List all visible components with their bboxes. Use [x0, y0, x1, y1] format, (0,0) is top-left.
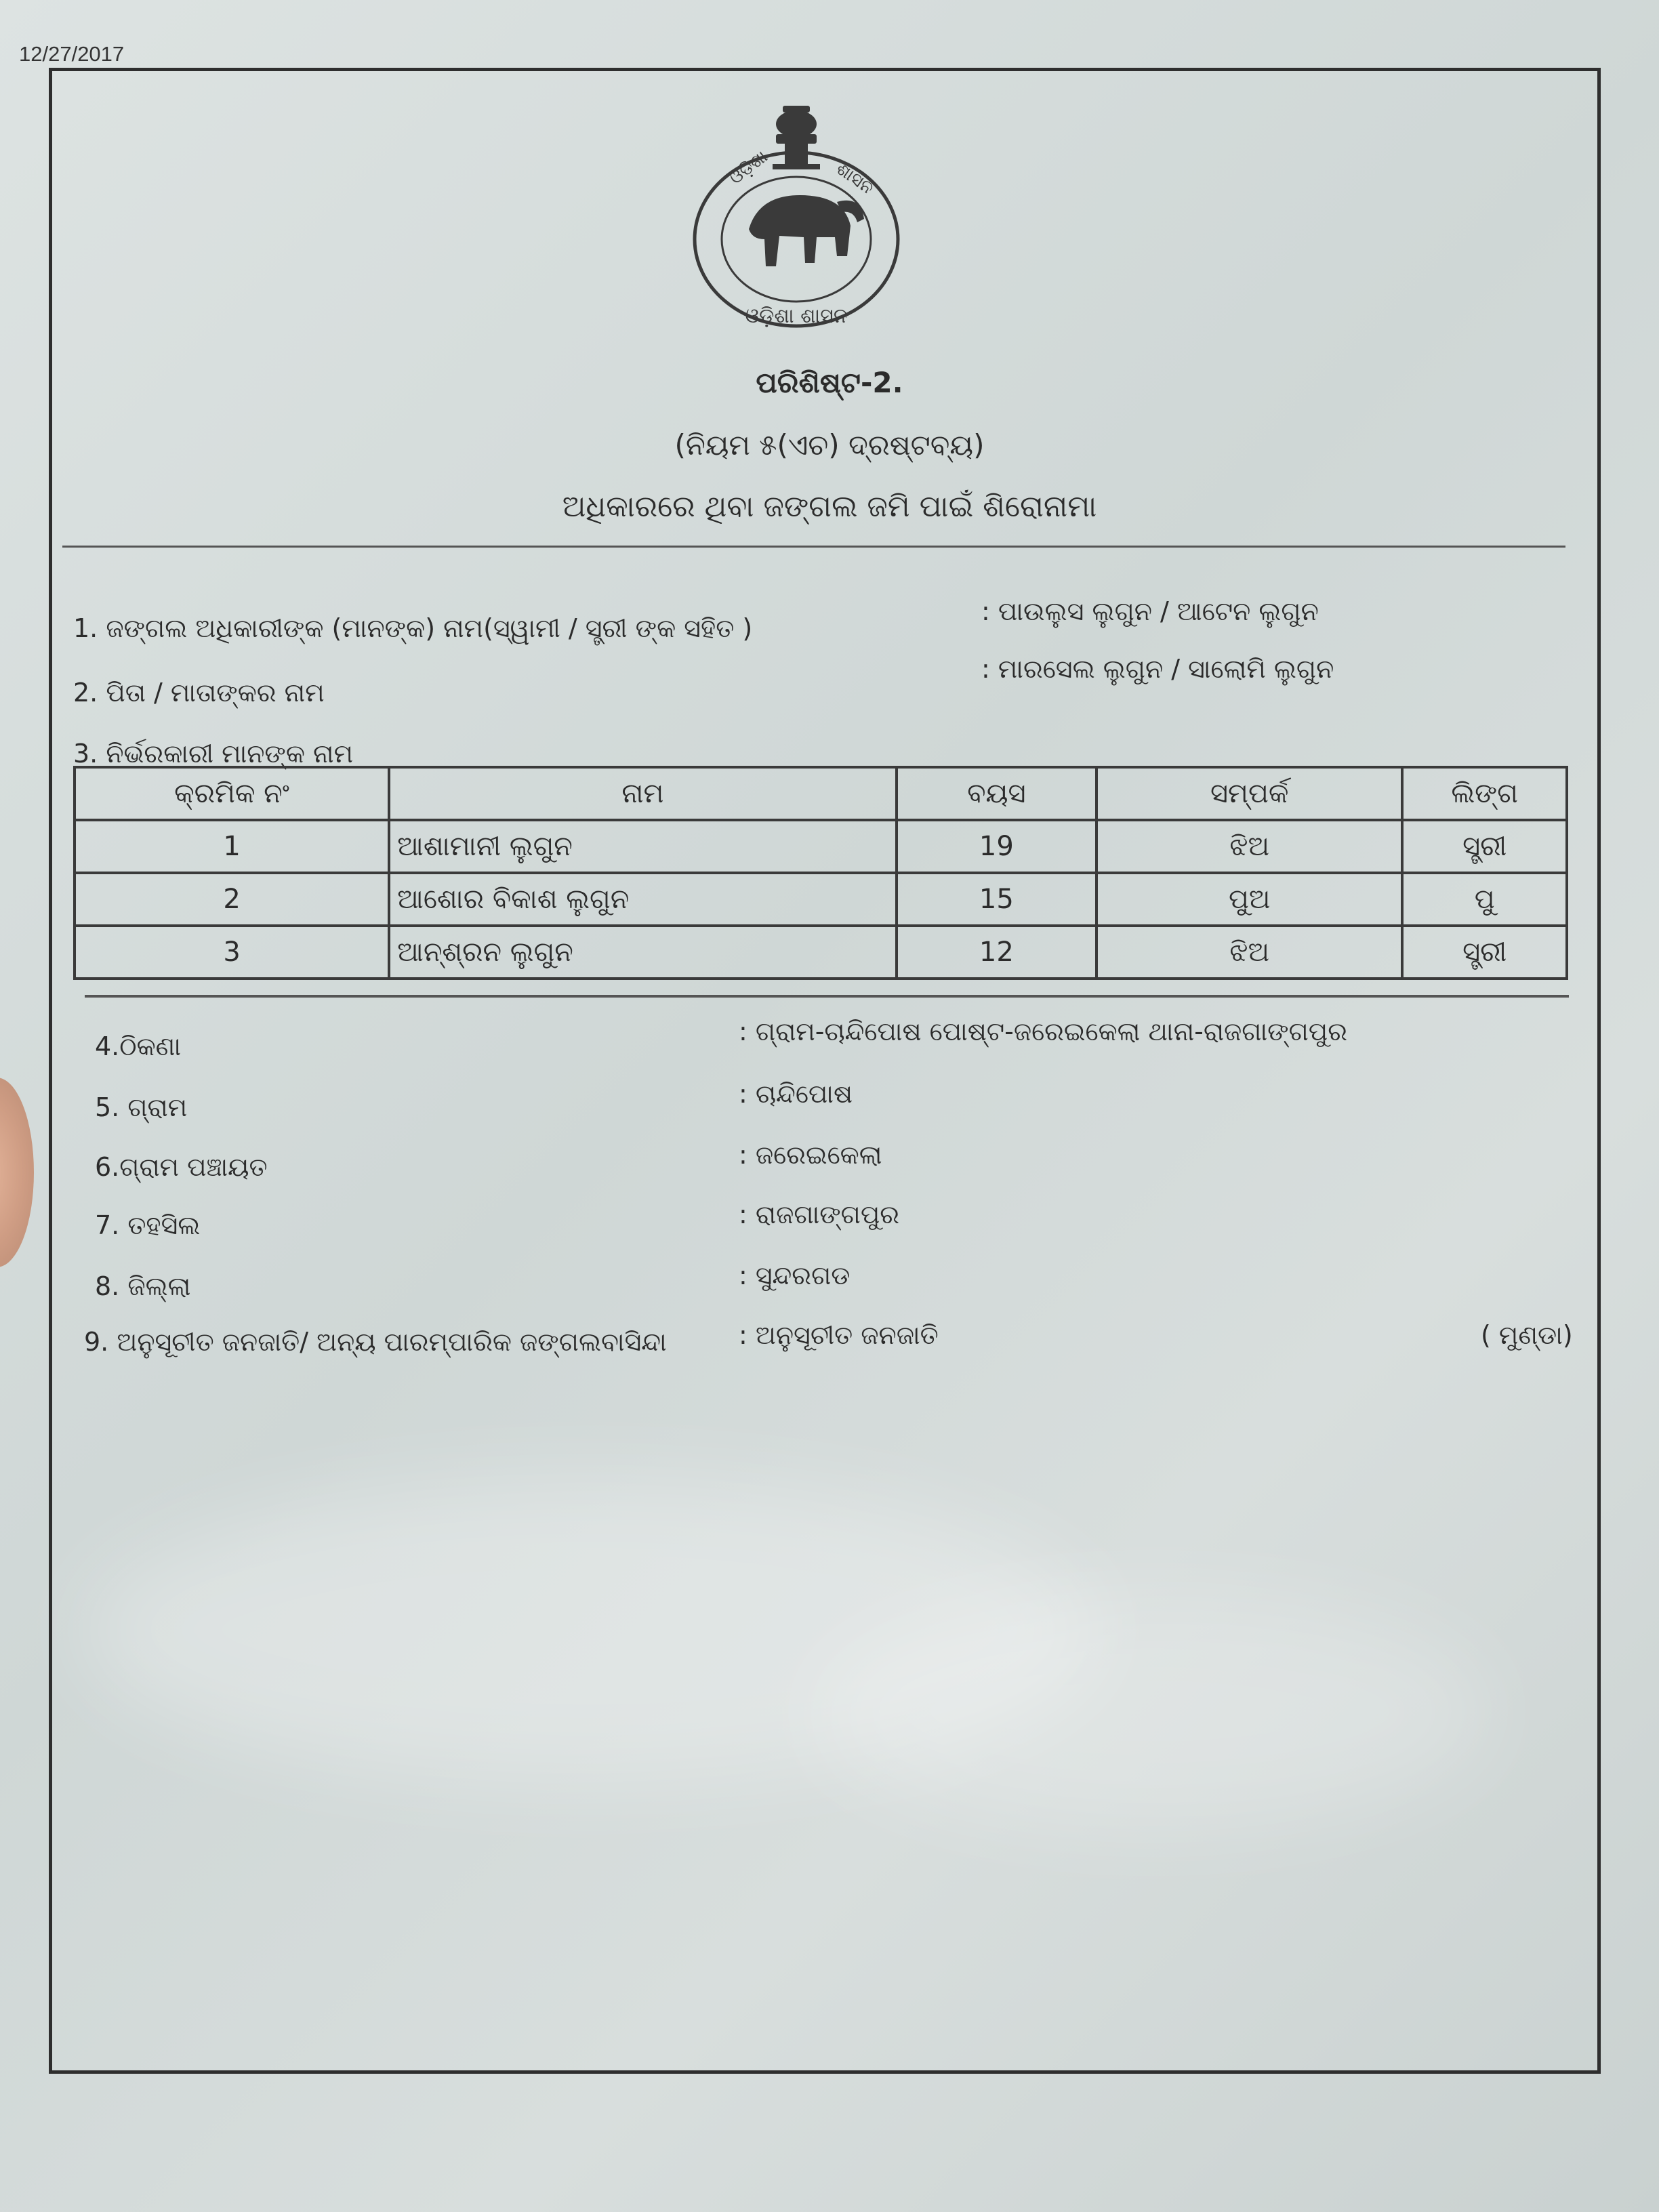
cell-name: ଆଶାମାନୀ ଲୁଗୁନ — [389, 820, 896, 873]
cell-serial: 1 — [75, 820, 389, 873]
emblem-text-left: ଓଡ଼ିଶା — [725, 146, 772, 189]
divider — [62, 546, 1565, 548]
rule-reference: (ନିୟମ ୫(ଏଚ) ଦ୍ରଷ୍ଟବ୍ୟ) — [674, 428, 985, 462]
emblem-text-bottom: ଓଡ଼ିଶା ଶାସନ — [745, 304, 848, 328]
cell-gender: ସ୍ତ୍ରୀ — [1402, 926, 1567, 979]
cell-relation: ପୁଅ — [1097, 873, 1402, 926]
column-header-serial: କ୍ରମିକ ନଂ — [75, 767, 389, 820]
cell-age: 15 — [897, 873, 1097, 926]
table-row — [75, 820, 1567, 873]
address-value: : ଗ୍ରାମ-ଚାନ୍ଦିପୋଷ ପୋଷ୍ଟ-ଜରେଇକେଲା ଥାନା-ରାଜଗାଙ୍ଗପୁର — [739, 1017, 1348, 1046]
divider — [85, 995, 1569, 998]
district-value: : ସୁନ୍ଦରଗଡ — [739, 1261, 851, 1290]
district-label: 8. ଜିଲ୍ଲା — [95, 1271, 191, 1301]
table-row — [75, 873, 1567, 926]
tahasil-label: 7. ତହସିଲ — [95, 1210, 201, 1240]
cell-name: ଆଶୋର ବିକାଶ ଲୁଗୁନ — [389, 873, 896, 926]
cell-serial: 3 — [75, 926, 389, 979]
tribe-label: 9. ଅନୁସୂଚୀତ ଜନଜାତି/ ଅନ୍ୟ ପାରମ୍ପାରିକ ଜଙ୍ଗଲବାସିନ୍ଦା — [84, 1327, 667, 1357]
table-row — [75, 926, 1567, 979]
table-header-row — [75, 767, 1567, 820]
dependents-label: 3. ନିର୍ଭରକାରୀ ମାନଙ୍କ ନାମ — [73, 739, 354, 769]
date-stamp: 12/27/2017 — [19, 42, 125, 66]
cell-age: 12 — [897, 926, 1097, 979]
column-header-gender: ଲିଙ୍ଗ — [1402, 767, 1567, 820]
cell-name: ଆନ୍ଶ୍ରନ ଲୁଗୁନ — [389, 926, 896, 979]
cell-gender: ସ୍ତ୍ରୀ — [1402, 820, 1567, 873]
tribe-value: : ଅନୁସୂଚୀତ ଜନଜାତି — [739, 1320, 939, 1350]
cell-relation: ଝିଅ — [1097, 820, 1402, 873]
cell-relation: ଝିଅ — [1097, 926, 1402, 979]
emblem-text-right: ଶାସନ — [832, 159, 878, 199]
parent-value: : ମାରସେଲ ଲୁଗୁନ / ସାଲୋମି ଲୁଗୁନ — [981, 654, 1334, 684]
village-value: : ଚାନ୍ଦିପୋଷ — [739, 1079, 853, 1109]
document-heading: ଅଧିକାରରେ ଥିବା ଜଙ୍ଗଲ ଜମି ପାଇଁ ଶିରୋନାମା — [562, 489, 1097, 524]
panchayat-value: : ଜରେଇକେଲା — [739, 1140, 882, 1170]
tahasil-value: : ରାଜଗାଙ୍ଗପୁର — [739, 1200, 900, 1229]
cell-serial: 2 — [75, 873, 389, 926]
cell-gender: ପୁ — [1402, 873, 1567, 926]
dependents-table — [73, 766, 1568, 980]
tribe-note: ( ମୁଣ୍ଡା) — [1481, 1320, 1573, 1350]
address-label: 4.ଠିକଣା — [95, 1031, 182, 1061]
owner-label: 1. ଜଙ୍ଗଲ ଅଧିକାରୀଙ୍କ (ମାନଙ୍କ) ନାମ(ସ୍ୱାମୀ / ସ୍ତ୍ରୀ ଙ୍କ ସହିତ ) — [73, 613, 753, 643]
appendix-title: ପରିଶିଷ୍ଟ-2. — [756, 366, 903, 399]
cell-age: 19 — [897, 820, 1097, 873]
column-header-relation: ସମ୍ପର୍କ — [1097, 767, 1402, 820]
column-header-name: ନାମ — [389, 767, 896, 820]
panchayat-label: 6.ଗ୍ରାମ ପଞ୍ଚାୟତ — [95, 1152, 268, 1182]
odisha-emblem-icon — [684, 94, 908, 331]
owner-value: : ପାଉଲୁସ ଲୁଗୁନ / ଆଟେନ ଲୁଗୁନ — [981, 596, 1319, 626]
village-label: 5. ଗ୍ରାମ — [95, 1092, 188, 1122]
column-header-age: ବୟସ — [897, 767, 1097, 820]
parent-label: 2. ପିତା / ମାତାଙ୍କର ନାମ — [73, 678, 325, 708]
